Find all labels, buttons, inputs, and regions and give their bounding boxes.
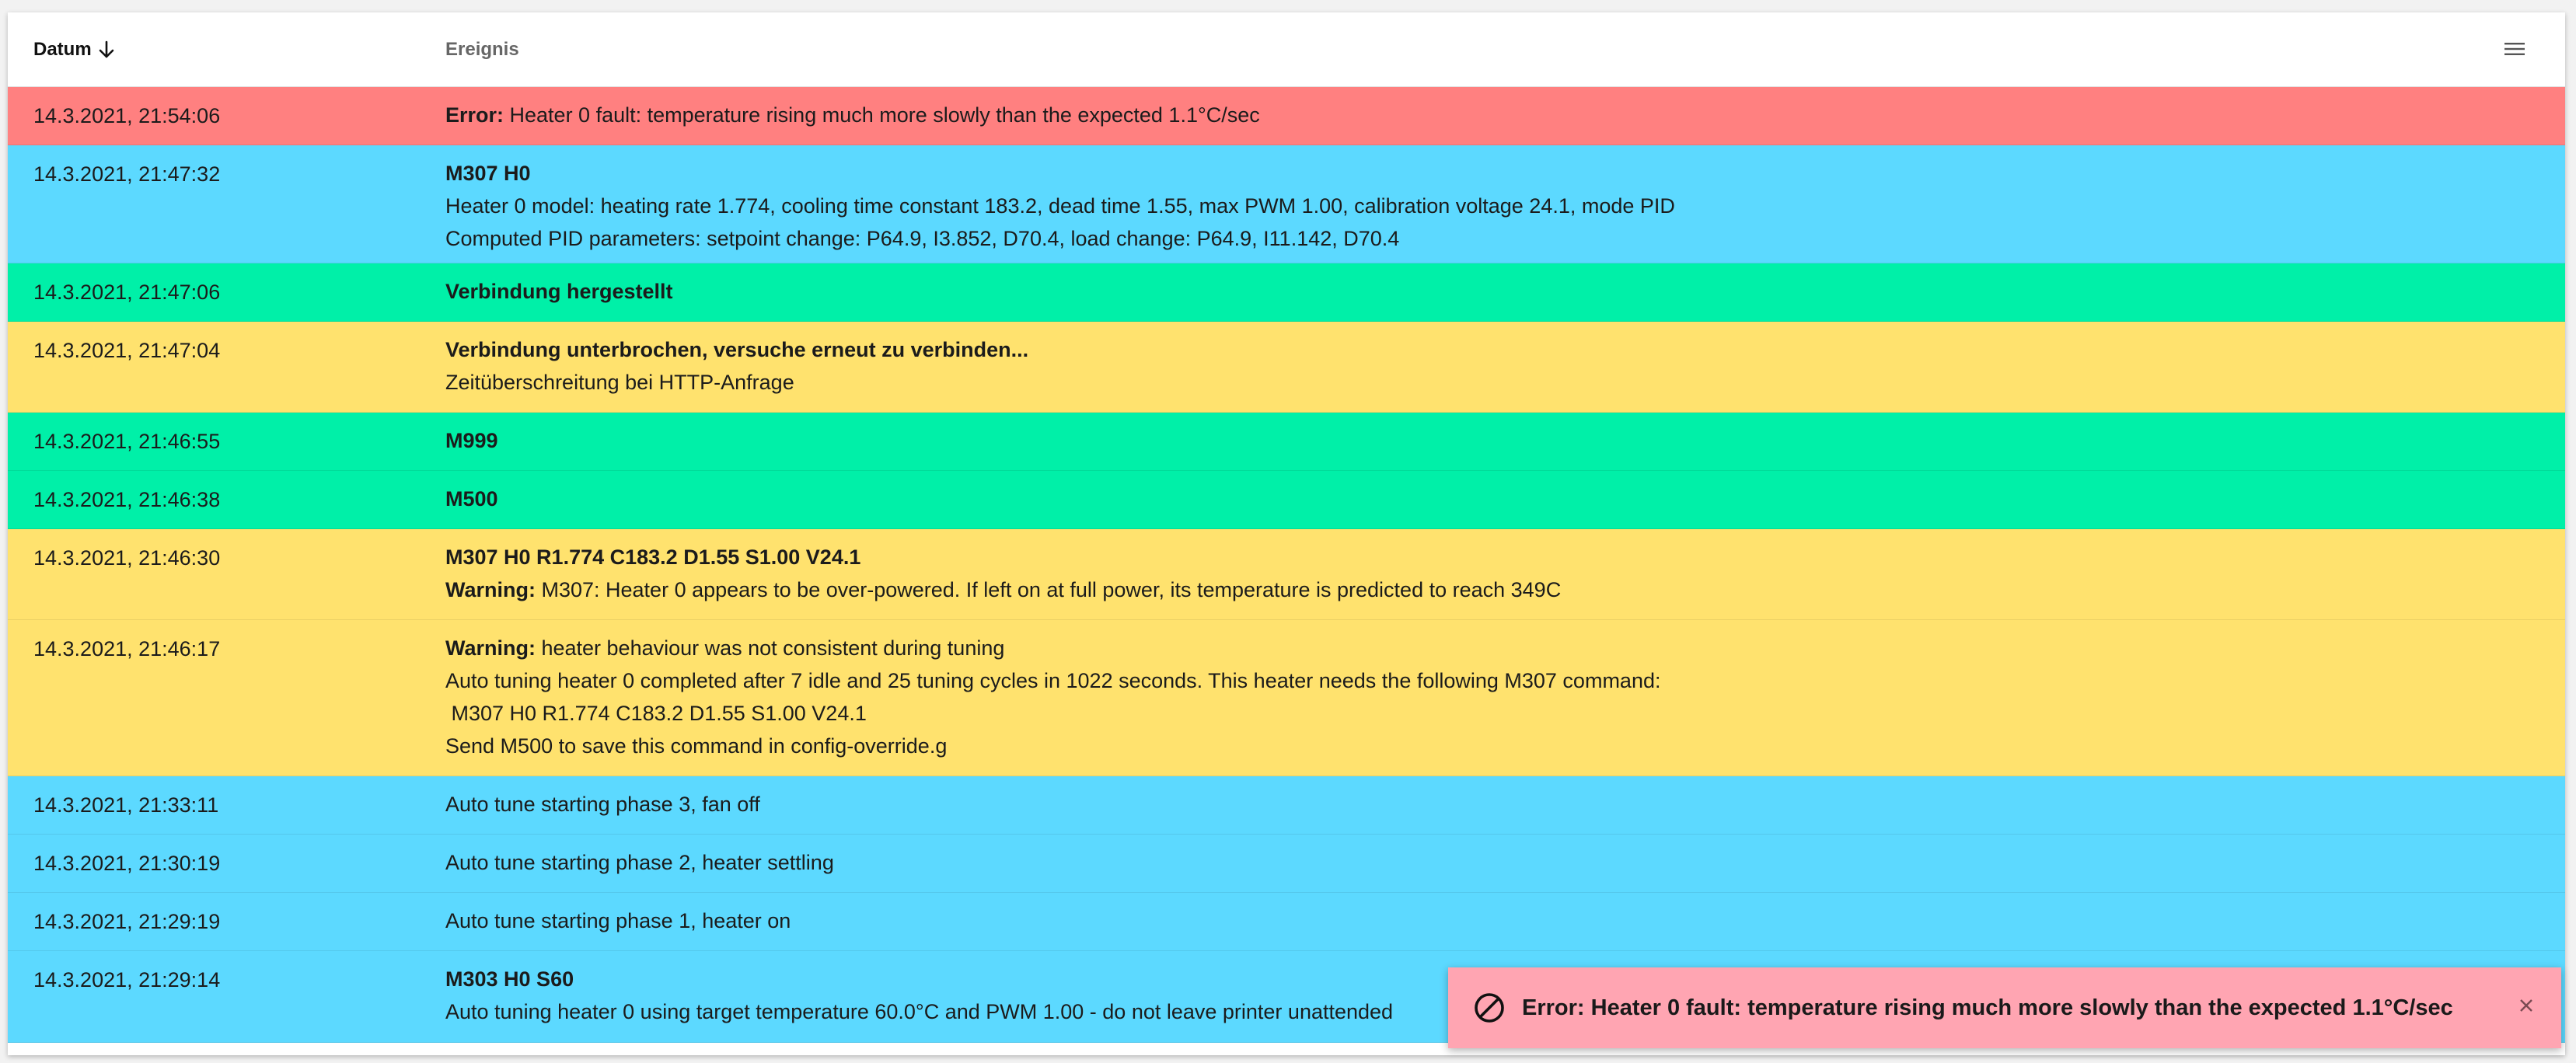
row-event [445, 140, 2565, 263]
block-icon [1473, 992, 1506, 1024]
table-row[interactable] [8, 322, 2565, 413]
event-line [445, 424, 2565, 457]
column-header-date-label: Datum [33, 38, 92, 60]
event-line-text: heater behaviour was not consistent during tuning [535, 636, 1005, 660]
event-line-bold: M307 H0 R1.774 C183.2 D1.55 S1.00 V24.1 [445, 545, 861, 569]
event-line-bold: M307 H0 [445, 162, 531, 185]
event-line-text: Computed PID parameters: setpoint change: P64.9, I3.852, D70.4, load change: P64.9, I11.142, D70.4 [445, 227, 1400, 250]
table-row[interactable] [8, 263, 2565, 322]
event-line [445, 541, 2565, 573]
event-line-text: Heater 0 fault: temperature rising much more slowly than the expected 1.1°C/sec [504, 103, 1260, 127]
column-header-event[interactable]: Ereignis [445, 38, 519, 60]
event-line-bold: Error: [445, 103, 504, 127]
row-date: 14.3.2021, 21:29:14 [33, 968, 221, 992]
event-line-bold: Warning: [445, 578, 536, 601]
row-event [445, 82, 2565, 145]
row-date: 14.3.2021, 21:46:30 [33, 546, 221, 570]
table-row[interactable] [8, 835, 2565, 893]
row-date: 14.3.2021, 21:46:55 [33, 430, 221, 453]
row-event [445, 465, 2565, 528]
row-event [445, 524, 2565, 619]
row-event [445, 258, 2565, 321]
row-event [445, 887, 2565, 950]
row-date: 14.3.2021, 21:33:11 [33, 793, 219, 817]
event-log-card [8, 12, 2565, 1055]
event-line-text: Zeitüberschreitung bei HTTP-Anfrage [445, 371, 794, 394]
event-line-text: M307 H0 R1.774 C183.2 D1.55 S1.00 V24.1 [445, 702, 867, 725]
toast-message: Error: Heater 0 fault: temperature rising much more slowly than the expected 1.1°C/sec [1522, 995, 2453, 1020]
error-toast [1448, 967, 2561, 1048]
row-date: 14.3.2021, 21:46:38 [33, 488, 221, 511]
event-line-text: Auto tuning heater 0 completed after 7 idle and 25 tuning cycles in 1022 seconds. This heater needs the following M307 command: [445, 669, 1661, 692]
event-line-bold: Verbindung hergestellt [445, 280, 673, 303]
row-event [445, 615, 2565, 775]
event-line [445, 697, 2565, 730]
event-line-bold: Verbindung unterbrochen, versuche erneut zu verbinden... [445, 338, 1029, 361]
row-event [445, 771, 2565, 834]
table-row[interactable] [8, 87, 2565, 145]
row-date: 14.3.2021, 21:30:19 [33, 852, 221, 875]
event-line-text: Auto tune starting phase 2, heater settling [445, 851, 834, 874]
event-line-bold: M303 H0 S60 [445, 967, 574, 991]
event-line [445, 573, 2565, 606]
row-date: 14.3.2021, 21:47:06 [33, 281, 221, 304]
event-line [445, 190, 2565, 222]
table-row[interactable] [8, 471, 2565, 529]
arrow-down-icon [98, 40, 115, 59]
close-icon[interactable] [2515, 994, 2538, 1017]
table-header [8, 12, 2565, 87]
table-row[interactable] [8, 893, 2565, 951]
event-line-bold: Warning: [445, 636, 536, 660]
event-line-text: Auto tune starting phase 1, heater on [445, 909, 791, 932]
event-line [445, 664, 2565, 697]
row-event [445, 829, 2565, 892]
event-line [445, 275, 2565, 308]
table-row[interactable] [8, 413, 2565, 471]
event-line [445, 730, 2565, 762]
row-date: 14.3.2021, 21:46:17 [33, 637, 221, 660]
event-line [445, 483, 2565, 515]
event-line [445, 333, 2565, 366]
event-line [445, 846, 2565, 879]
event-line [445, 904, 2565, 937]
row-date: 14.3.2021, 21:47:04 [33, 339, 221, 362]
event-line-bold: M500 [445, 487, 498, 511]
event-line-text: Auto tuning heater 0 using target temperature 60.0°C and PWM 1.00 - do not leave printer unattended [445, 1000, 1394, 1023]
event-line-text: Heater 0 model: heating rate 1.774, cooling time constant 183.2, dead time 1.55, max PWM 1.00, calibration voltage 24.1, mode PID [445, 194, 1675, 218]
event-line [445, 366, 2565, 399]
event-list [8, 87, 2565, 1043]
column-header-date[interactable] [33, 39, 115, 61]
row-date: 14.3.2021, 21:54:06 [33, 104, 221, 127]
event-line [445, 222, 2565, 255]
table-row[interactable] [8, 776, 2565, 835]
table-row[interactable] [8, 620, 2565, 776]
event-line-text: Send M500 to save this command in config-override.g [445, 734, 948, 758]
table-row[interactable] [8, 529, 2565, 620]
event-line-text: Auto tune starting phase 3, fan off [445, 793, 760, 816]
event-line [445, 99, 2565, 131]
row-event [445, 316, 2565, 412]
event-line [445, 788, 2565, 821]
row-date: 14.3.2021, 21:47:32 [33, 162, 221, 186]
row-event [445, 407, 2565, 470]
event-line-text: M307: Heater 0 appears to be over-powered. If left on at full power, its temperature is predicted to reach 349C [535, 578, 1562, 601]
table-row[interactable] [8, 145, 2565, 263]
event-line [445, 157, 2565, 190]
event-line-bold: M999 [445, 429, 498, 452]
event-line [445, 632, 2565, 664]
row-date: 14.3.2021, 21:29:19 [33, 910, 221, 933]
menu-icon[interactable] [2504, 40, 2525, 58]
